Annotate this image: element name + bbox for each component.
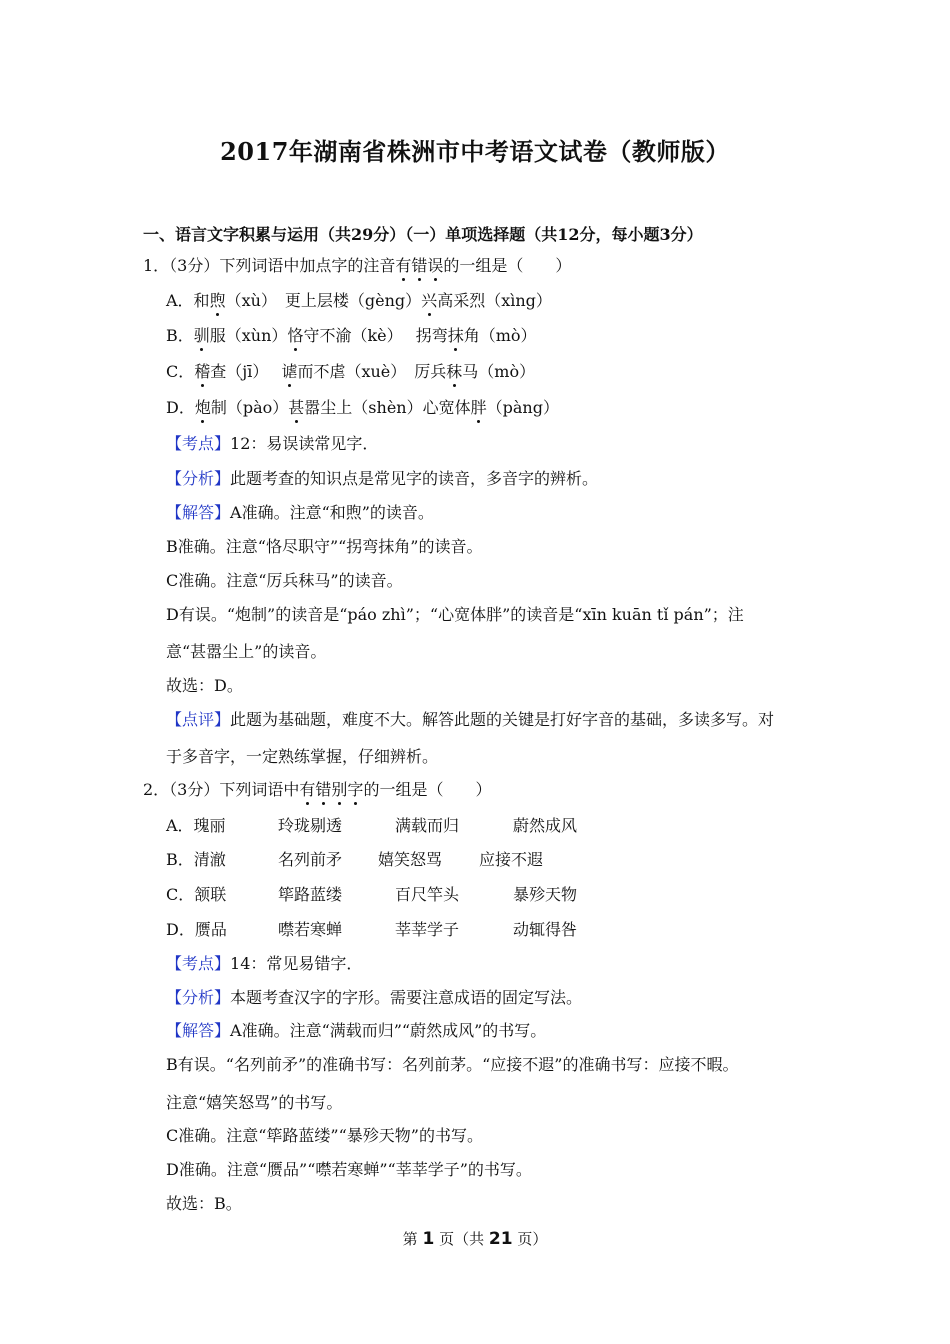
question-1-dianping-line1: 【点评】此题为基础题，难度不大。解答此题的关键是打好字音的基础，多读多写。对 bbox=[166, 710, 775, 729]
page-footer: 第 1 页（共 21 页） bbox=[402, 1229, 548, 1249]
question-1-kaodian: 【考点】12：易误读常见字． bbox=[166, 434, 379, 453]
dianping-tag: 【点评】 bbox=[166, 710, 231, 729]
question-1-option-c: C．稽查（jī） 谑而不虐（xuè） 厉兵秣马（mò） bbox=[166, 362, 536, 381]
question-1-option-d: D．炮制（pào）甚嚣尘上（shèn）心宽体胖（pàng） bbox=[166, 398, 559, 417]
question-2-stem: 2．（3分）下列词语中有错别字的一组是（ ） bbox=[143, 780, 492, 799]
question-1-fenxi: 【分析】此题考查的知识点是常见字的读音，多音字的辨析。 bbox=[166, 469, 599, 488]
kaodian-tag: 【考点】 bbox=[166, 954, 231, 973]
question-1-answer: 故选：D。 bbox=[166, 676, 243, 695]
question-2-explain-b-line2: 注意“嬉笑怒骂”的书写。 bbox=[166, 1093, 343, 1112]
section-heading: 一、语言文字积累与运用（共29分）（一）单项选择题（共12分，每小题3分） bbox=[143, 225, 703, 244]
question-2-kaodian: 【考点】14：常见易错字． bbox=[166, 954, 363, 973]
fenxi-tag: 【分析】 bbox=[166, 469, 231, 488]
question-2-jieda: 【解答】A准确。注意“满载而归”“蔚然成风”的书写。 bbox=[166, 1021, 547, 1040]
question-1-explain-b: B准确。注意“恪尽职守”“拐弯抹角”的读音。 bbox=[166, 537, 483, 556]
question-1-explain-d-line2: 意“甚嚣尘上”的读音。 bbox=[166, 642, 327, 661]
question-1-explain-c: C准确。注意“厉兵秣马”的读音。 bbox=[166, 571, 403, 590]
jieda-tag: 【解答】 bbox=[166, 1021, 231, 1040]
question-1-explain-d-line1: D有误。“炮制”的读音是“páo zhì”；“心宽体胖”的读音是“xīn kuān tǐ pán”；注 bbox=[166, 605, 744, 624]
question-1-dianping-line2: 于多音字，一定熟练掌握，仔细辨析。 bbox=[166, 747, 439, 766]
question-2-answer: 故选：B。 bbox=[166, 1194, 242, 1213]
page-total: 21 bbox=[488, 1229, 513, 1249]
kaodian-tag: 【考点】 bbox=[166, 434, 231, 453]
page-number: 1 bbox=[422, 1229, 435, 1249]
question-1-option-a: A．和煦（xù） 更上层楼（gèng）兴高采烈（xìng） bbox=[166, 291, 552, 310]
question-2-explain-c: C准确。注意“筚路蓝缕”“暴殄天物”的书写。 bbox=[166, 1126, 483, 1145]
jieda-tag: 【解答】 bbox=[166, 503, 231, 522]
question-1-stem: 1．（3分）下列词语中加点字的注音有错误的一组是（ ） bbox=[143, 256, 572, 275]
document-title: 2017年湖南省株洲市中考语文试卷（教师版） bbox=[220, 137, 730, 166]
question-1-option-b: B．驯服（xùn）恪守不渝（kè） 拐弯抹角（mò） bbox=[166, 326, 537, 345]
question-1-jieda: 【解答】A准确。注意“和煦”的读音。 bbox=[166, 503, 434, 522]
question-2-explain-d: D准确。注意“赝品”“噤若寒蝉”“莘莘学子”的书写。 bbox=[166, 1160, 532, 1179]
question-2-fenxi: 【分析】本题考查汉字的字形。需要注意成语的固定写法。 bbox=[166, 988, 583, 1007]
question-2-explain-b-line1: B有误。“名列前矛”的准确书写：名列前茅。“应接不遐”的准确书写：应接不暇。 bbox=[166, 1055, 739, 1074]
fenxi-tag: 【分析】 bbox=[166, 988, 231, 1007]
